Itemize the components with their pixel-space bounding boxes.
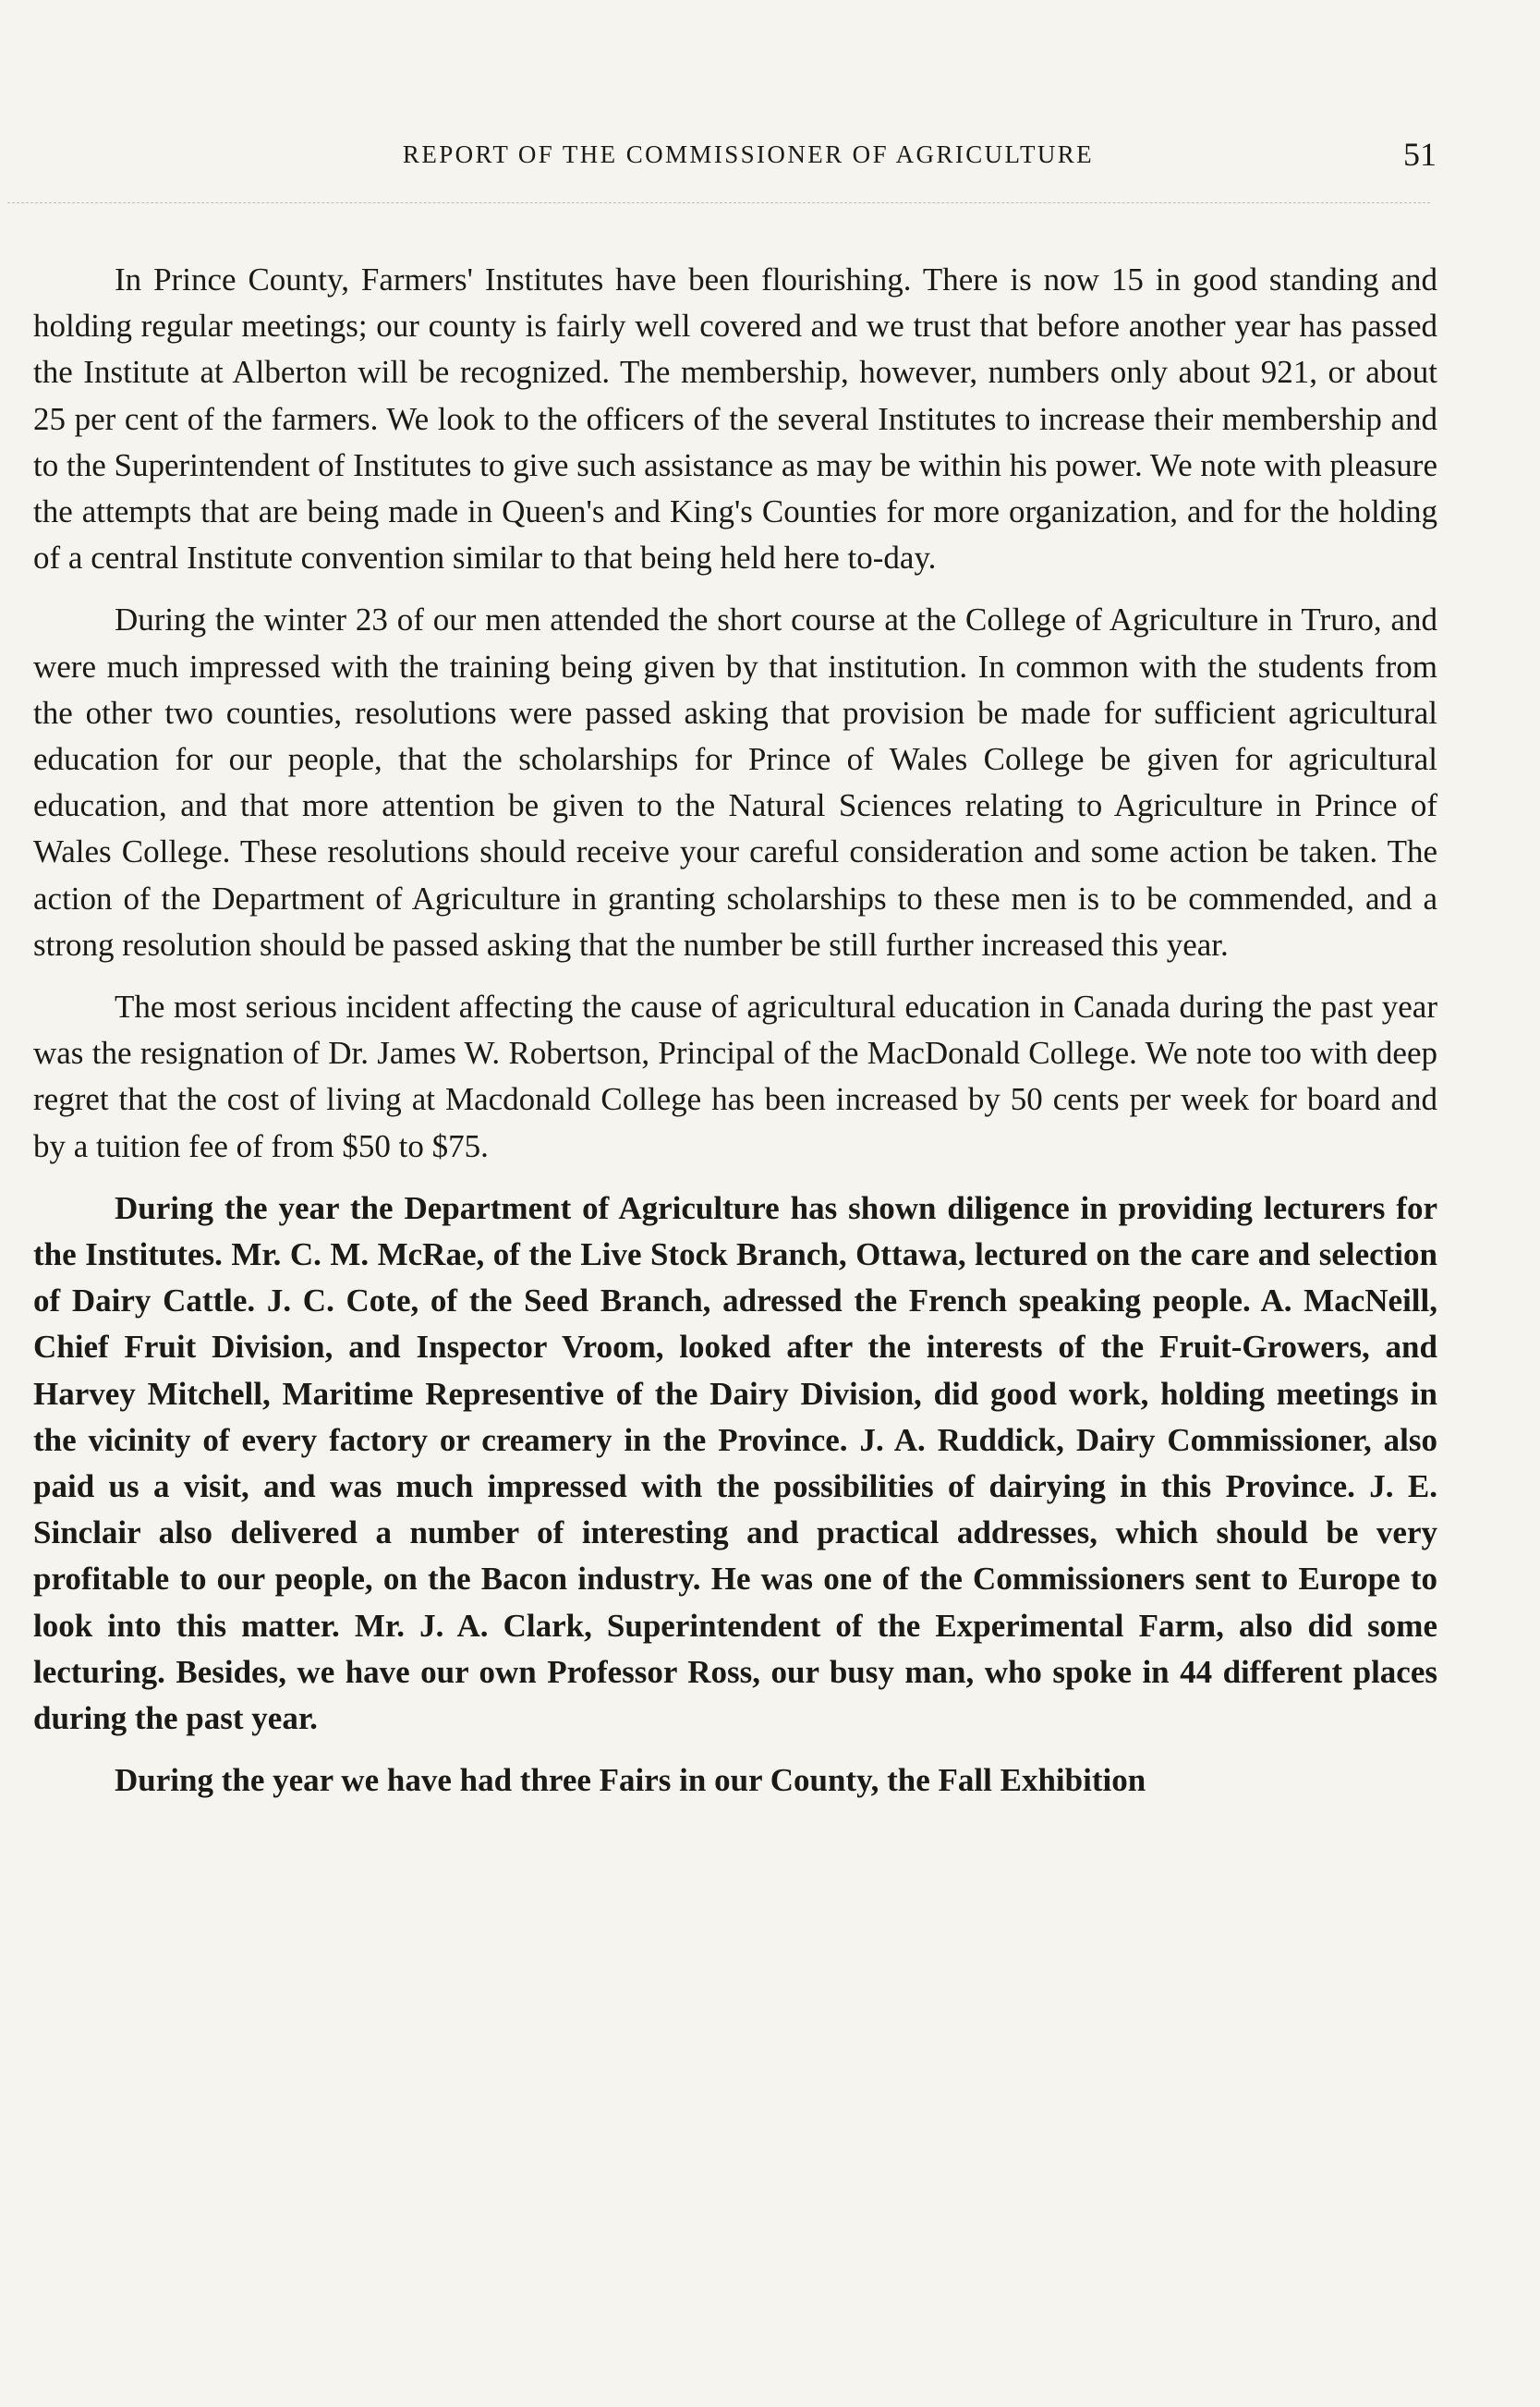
body-text	[33, 257, 1437, 1820]
header-rule	[7, 202, 1430, 203]
paragraph-fairs: During the year we have had three Fairs in our County, the Fall Exhibition	[115, 1762, 1146, 1799]
paragraph-institutes: In Prince County, Farmers' Institutes have been flourishing. There is now 15 in good standing and holding regular meetings; our county is fairly well covered and we trust that before another year has passed the Institute at Alberton will be recognized. The membership, however, numbers only about 921, or about 25 per cent of the farmers. We look to the officers of the several Institutes to increase their membership and to the Superintendent of Institutes to give such assistance as may be within his power. We note with pleasure the attempts that are being made in Queen's and King's Counties for more organization, and for the holding of a central Institute convention similar to that being held here to-day.	[33, 261, 1437, 577]
paragraph-robertson-resignation: The most serious incident affecting the cause of agricultural education in Canada during the past year was the resignation of Dr. James W. Robertson, Principal of the MacDonald College. We note too with deep regret that the cost of living at Macdonald College has been increased by 50 cents per week for board and by a tuition fee of from $50 to $75.	[33, 989, 1437, 1164]
paragraph-lecturers: During the year the Department of Agriculture has shown diligence in providing lecturers for the Institutes. Mr. C. M. McRae, of the Live Stock Branch, Ottawa, lectured on the care and selection of Dairy Cattle. J. C. Cote, of the Seed Branch, adressed the French speaking people. A. MacNeill, Chief Fruit Division, and Inspector Vroom, looked after the interests of the Fruit-Growers, and Harvey Mitchell, Maritime Representive of the Dairy Division, did good work, holding meetings in the vicinity of every factory or creamery in the Province. J. A. Ruddick, Dairy Commissioner, also paid us a visit, and was much impressed with the possibilities of dairying in this Province. J. E. Sinclair also delivered a number of interesting and practical addresses, which should be very profitable to our people, on the Bacon industry. He was one of the Commissioners sent to Europe to look into this matter. Mr. J. A. Clark, Superintendent of the Experimental Farm, also did some lecturing. Besides, we have our own Professor Ross, our busy man, who spoke in 44 different places during the past year.	[33, 1189, 1437, 1737]
paragraph-short-course: During the winter 23 of our men attended the short course at the College of Agriculture in Truro, and were much impressed with the training being given by that institution. In common with the students from the other two counties, resolutions were passed asking that provision be made for sufficient agricultural education for our people, that the scholarships for Prince of Wales College be given for agricultural education, and that more attention be given to the Natural Sciences relating to Agriculture in Prince of Wales College. These resolutions should receive your careful consideration and some action be taken. The action of the Department of Agriculture in granting scholarships to these men is to be commended, and a strong resolution should be passed asking that the number be still further increased this year.	[33, 602, 1437, 963]
page-header	[305, 136, 1450, 196]
page-number: 51	[1403, 136, 1437, 173]
running-head: REPORT OF THE COMMISSIONER OF AGRICULTURE	[402, 140, 1095, 168]
